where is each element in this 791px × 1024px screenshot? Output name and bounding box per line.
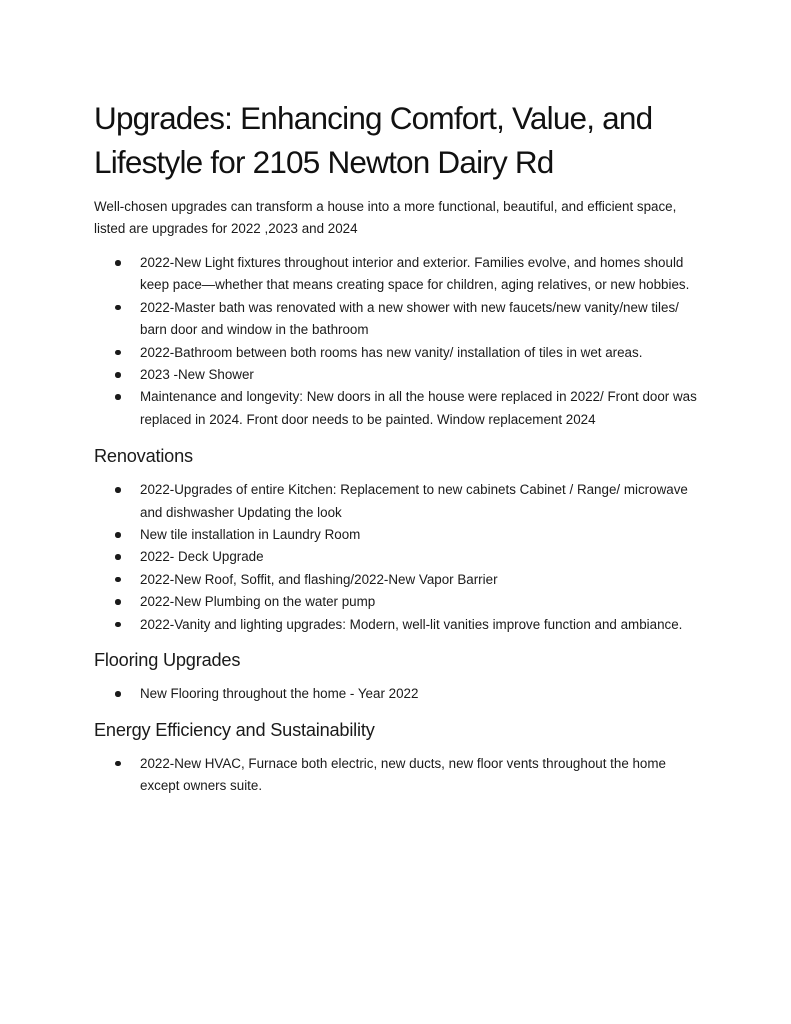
list-item-text: 2022-New Light fixtures throughout interior and exterior. Families evolve, and homes should keep pace—whether that means creating space for children, aging relatives, or new hobbies. — [140, 255, 690, 293]
bullet-icon — [115, 622, 121, 628]
bullet-icon — [115, 761, 121, 767]
upgrades-list — [94, 252, 704, 431]
list-item — [94, 342, 704, 364]
bullet-icon — [115, 394, 121, 400]
bullet-icon — [115, 554, 121, 560]
list-item-text: 2022- Deck Upgrade — [140, 549, 264, 565]
list-item — [94, 591, 704, 613]
energy-list — [94, 753, 704, 798]
list-item — [94, 546, 704, 568]
bullet-icon — [115, 599, 121, 605]
bullet-icon — [115, 487, 121, 493]
bullet-icon — [115, 372, 121, 378]
list-item-text: 2022-New Plumbing on the water pump — [140, 594, 376, 610]
page-title: Upgrades: Enhancing Comfort, Value, and Lifestyle for 2105 Newton Dairy Rd — [94, 100, 653, 180]
list-item — [94, 386, 704, 431]
list-item — [94, 524, 704, 546]
list-item — [94, 364, 704, 386]
bullet-icon — [115, 577, 121, 583]
bullet-icon — [115, 260, 121, 266]
list-item-text: New tile installation in Laundry Room — [140, 527, 361, 543]
list-item-text: 2022-Master bath was renovated with a new shower with new faucets/new vanity/new tiles/ barn door and window in the bathroom — [140, 299, 679, 338]
renovations-list — [94, 479, 704, 636]
flooring-list — [94, 683, 704, 705]
list-item-text: 2022-Upgrades of entire Kitchen: Replacement to new cabinets Cabinet / Range/ microwave and dishwasher Updating the look — [140, 482, 688, 520]
list-item — [94, 252, 704, 297]
list-item — [94, 753, 704, 798]
list-item-text: Maintenance and longevity: New doors in all the house were replaced in 2022/ Front door was replaced in 2024. Front door needs to be painted. Window replacement 2024 — [140, 389, 697, 427]
bullet-icon — [115, 532, 121, 538]
flooring-heading: Flooring Upgrades — [94, 650, 241, 671]
list-item-text: 2022-Bathroom between both rooms has new vanity/ installation of tiles in wet areas. — [140, 344, 643, 360]
energy-heading: Energy Efficiency and Sustainability — [94, 719, 375, 740]
list-item-text: 2023 -New Shower — [140, 367, 254, 383]
list-item-text: 2022-Vanity and lighting upgrades: Modern, well-lit vanities improve function and ambiance. — [140, 616, 683, 632]
list-item — [94, 297, 704, 342]
bullet-icon — [115, 691, 121, 697]
intro-paragraph: Well-chosen upgrades can transform a house into a more functional, beautiful, and efficient space, listed are upgrades for 2022 ,2023 and 2024 — [94, 199, 677, 236]
list-item — [94, 479, 704, 524]
list-item — [94, 614, 704, 636]
bullet-icon — [115, 305, 121, 311]
bullet-icon — [115, 350, 121, 356]
list-item — [94, 683, 704, 705]
list-item-text: New Flooring throughout the home - Year 2022 — [140, 686, 419, 702]
list-item-text: 2022-New Roof, Soffit, and flashing/2022-New Vapor Barrier — [140, 571, 498, 587]
renovations-heading: Renovations — [94, 446, 193, 467]
list-item — [94, 569, 704, 591]
document-page — [94, 96, 704, 797]
list-item-text: 2022-New HVAC, Furnace both electric, new ducts, new floor vents throughout the home except owners suite. — [140, 755, 666, 793]
